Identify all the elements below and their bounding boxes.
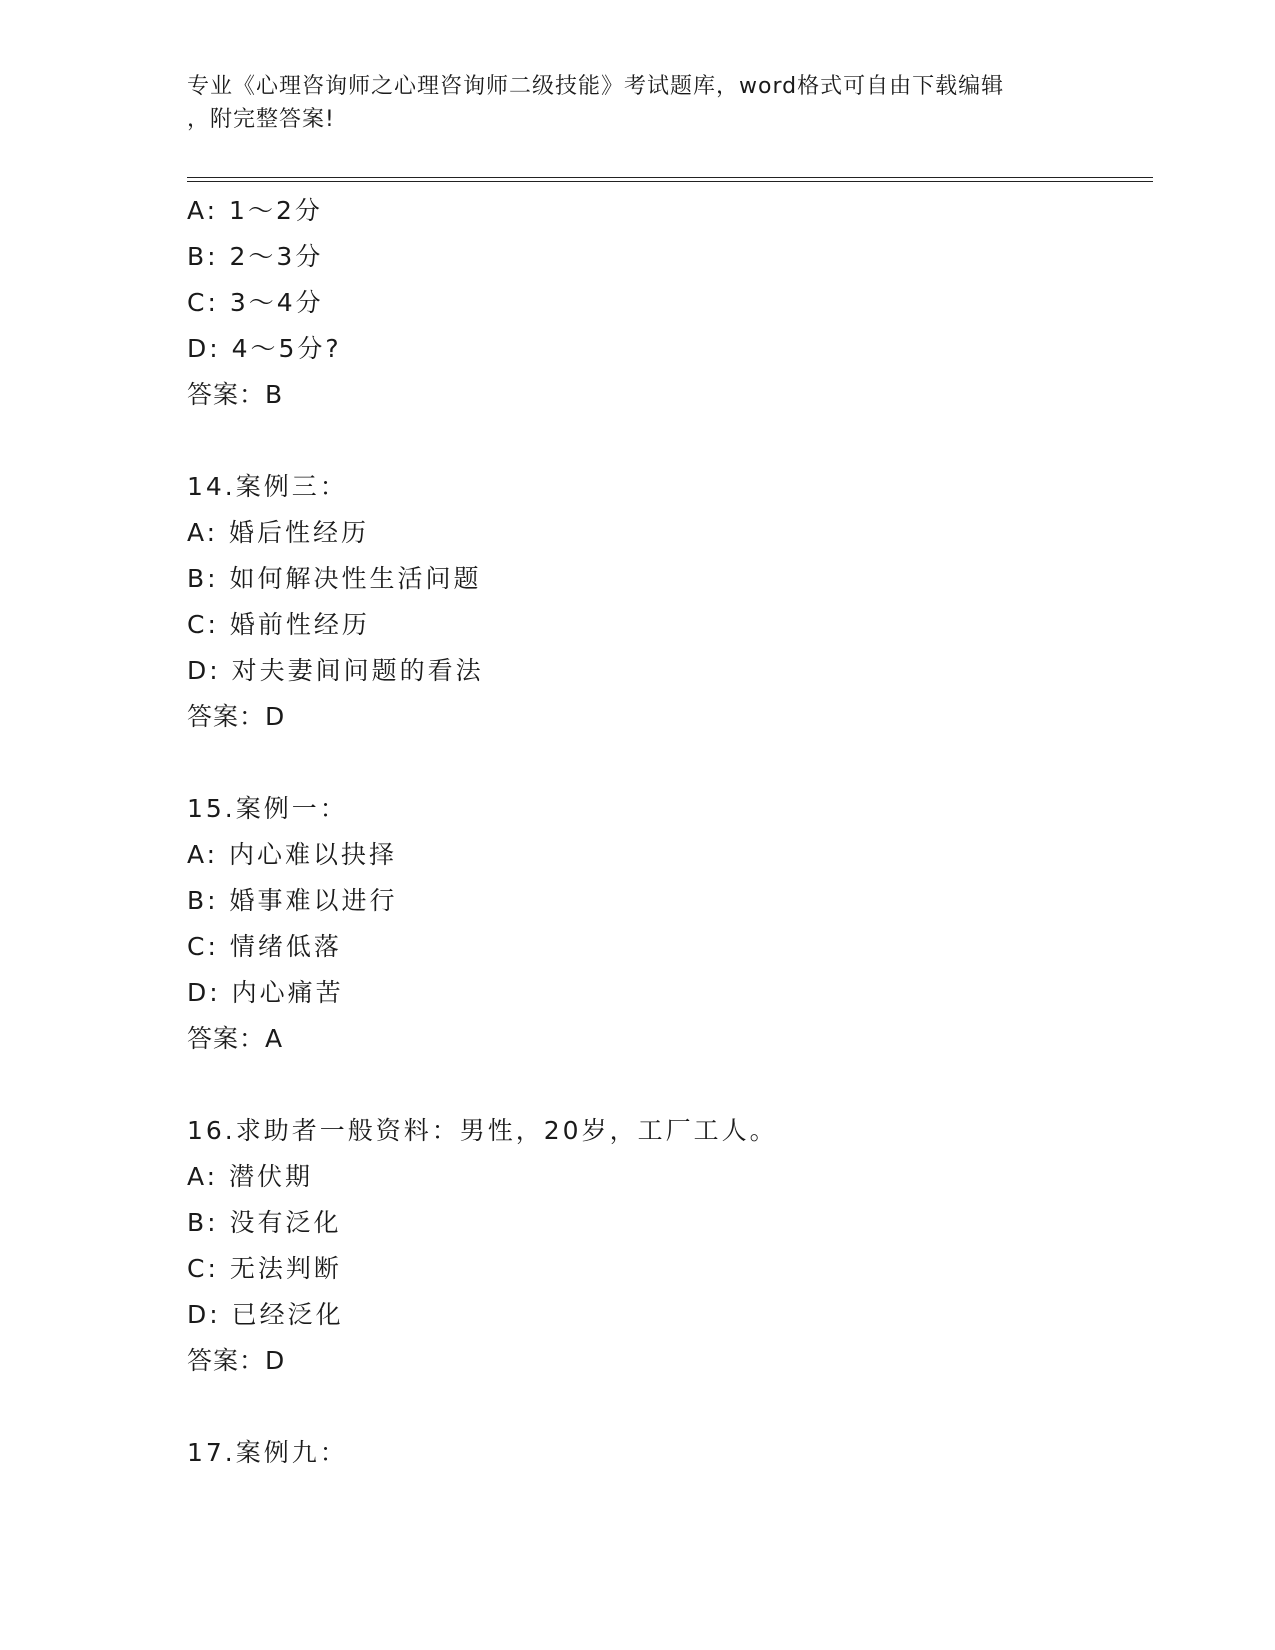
option-a: A: 婚后性经历 <box>187 518 370 547</box>
answer: 答案：D <box>187 1346 286 1375</box>
option-c: C: 婚前性经历 <box>187 610 370 639</box>
spacer <box>187 1062 1147 1108</box>
header-divider <box>187 177 1153 182</box>
option-b: B: 没有泛化 <box>187 1208 342 1237</box>
question-17 <box>187 1430 1147 1476</box>
spacer <box>187 740 1147 786</box>
question-13 <box>187 188 1147 418</box>
option-a: A: 1～2分 <box>187 196 323 225</box>
question-title: 16.求助者一般资料：男性，20岁，工厂工人。 <box>187 1116 778 1145</box>
question-list <box>187 188 1147 1476</box>
question-title: 17.案例九： <box>187 1438 348 1467</box>
spacer <box>187 418 1147 464</box>
answer: 答案：A <box>187 1024 284 1053</box>
document-header <box>187 70 1087 136</box>
question-14 <box>187 464 1147 740</box>
option-d: D: 内心痛苦 <box>187 978 344 1007</box>
option-a: A: 内心难以抉择 <box>187 840 398 869</box>
question-16 <box>187 1108 1147 1384</box>
question-title: 14.案例三： <box>187 472 348 501</box>
option-a: A: 潜伏期 <box>187 1162 314 1191</box>
option-b: B: 如何解决性生活问题 <box>187 564 482 593</box>
option-d: D: 4～5分? <box>187 334 342 363</box>
option-b: B: 婚事难以进行 <box>187 886 398 915</box>
option-c: C: 无法判断 <box>187 1254 342 1283</box>
answer: 答案：D <box>187 702 286 731</box>
answer: 答案：B <box>187 380 284 409</box>
option-d: D: 已经泛化 <box>187 1300 344 1329</box>
header-line-1: 专业《心理咨询师之心理咨询师二级技能》考试题库，word格式可自由下载编辑 <box>187 74 1005 99</box>
option-d: D: 对夫妻间问题的看法 <box>187 656 484 685</box>
header-line-2: ，附完整答案! <box>187 107 335 132</box>
option-b: B: 2～3分 <box>187 242 324 271</box>
spacer <box>187 1384 1147 1430</box>
question-title: 15.案例一： <box>187 794 348 823</box>
question-15 <box>187 786 1147 1062</box>
option-c: C: 情绪低落 <box>187 932 342 961</box>
option-c: C: 3～4分 <box>187 288 324 317</box>
